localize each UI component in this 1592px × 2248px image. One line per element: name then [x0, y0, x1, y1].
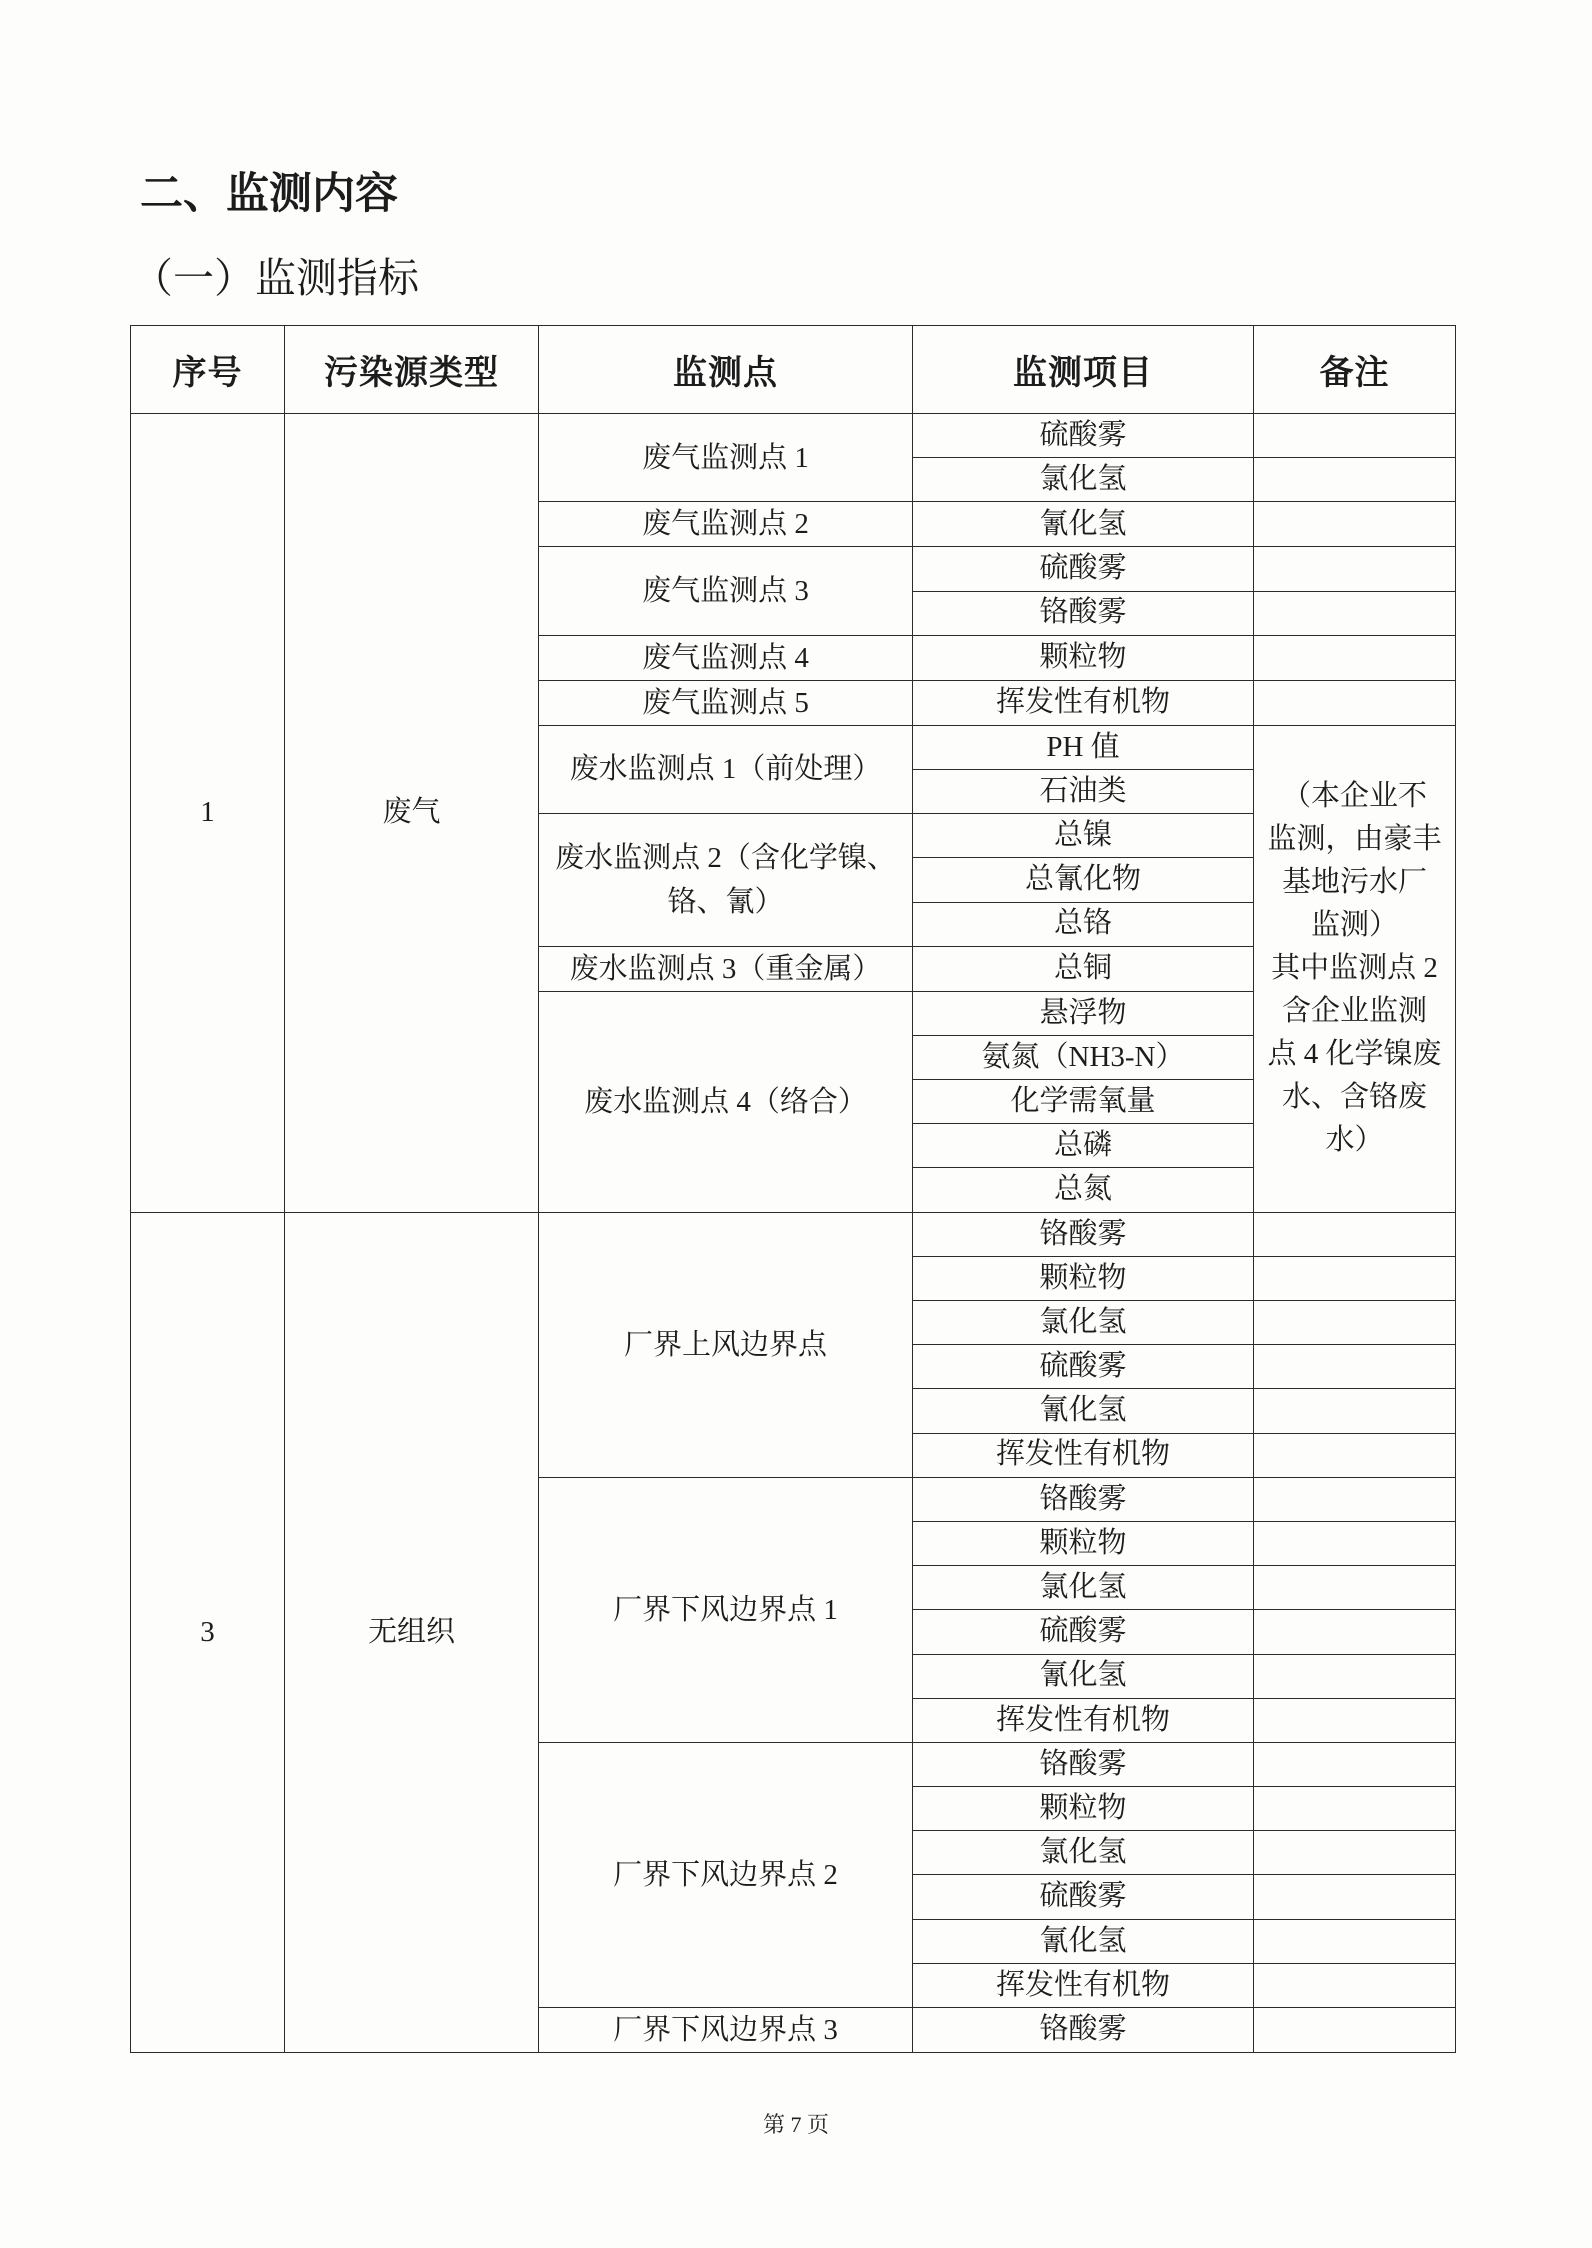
monitoring-item-cell: 铬酸雾 — [913, 591, 1254, 635]
remark-line: 水、含铬废 — [1281, 1081, 1427, 1114]
monitoring-item-cell: 石油类 — [913, 769, 1254, 813]
monitoring-point-cell — [539, 814, 913, 947]
remark-cell-empty — [1254, 1389, 1456, 1433]
remark-cell — [1254, 725, 1456, 1212]
remark-line: 水） — [1325, 1124, 1384, 1157]
monitoring-point-name: 铬、氰） — [667, 885, 784, 918]
monitoring-point-cell — [539, 1212, 913, 1477]
remark-cell-empty — [1254, 1345, 1456, 1389]
monitoring-item-cell: 硫酸雾 — [913, 547, 1254, 591]
monitoring-item-cell: 总镍 — [913, 814, 1254, 858]
table-row — [131, 414, 1456, 458]
monitoring-point-cell — [539, 414, 913, 502]
monitoring-item-cell: 硫酸雾 — [913, 1610, 1254, 1654]
header-sequence-number: 序号 — [131, 326, 285, 414]
monitoring-item-cell: 铬酸雾 — [913, 2008, 1254, 2053]
table-header — [131, 326, 1456, 414]
remark-cell-empty — [1254, 1477, 1456, 1521]
monitoring-item-cell: 总磷 — [913, 1124, 1254, 1168]
table-body — [131, 414, 1456, 2053]
sequence-number-cell: 1 — [131, 414, 285, 1213]
remark-line: 监测） — [1310, 909, 1398, 942]
remark-line: 含企业监测 — [1281, 995, 1427, 1028]
monitoring-item-cell: 氰化氢 — [913, 502, 1254, 547]
monitoring-point-cell — [539, 946, 913, 991]
remark-line: 点 4 化学镍废 — [1267, 1038, 1442, 1071]
remark-cell-empty — [1254, 1610, 1456, 1654]
monitoring-item-cell: 挥发性有机物 — [913, 680, 1254, 725]
monitoring-point-name: 废气监测点 1 — [642, 441, 809, 474]
remark-cell-empty — [1254, 2008, 1456, 2053]
monitoring-point-cell — [539, 2008, 913, 2053]
remark-cell-empty — [1254, 414, 1456, 458]
remark-cell-empty — [1254, 591, 1456, 635]
remark-cell-empty — [1254, 1521, 1456, 1565]
monitoring-point-name: 废水监测点 4（络合） — [584, 1085, 867, 1118]
remark-cell-empty — [1254, 635, 1456, 680]
header-monitoring-point: 监测点 — [539, 326, 913, 414]
remark-cell-empty — [1254, 547, 1456, 591]
header-monitoring-item: 监测项目 — [913, 326, 1254, 414]
remark-cell-empty — [1254, 1875, 1456, 1919]
remark-cell-empty — [1254, 1433, 1456, 1477]
monitoring-point-name: 厂界下风边界点 1 — [613, 1593, 838, 1626]
monitoring-item-cell: 颗粒物 — [913, 1787, 1254, 1831]
section-heading: 二、监测内容 — [140, 169, 398, 219]
remark-line: （本企业不 — [1281, 780, 1427, 813]
remark-cell-empty — [1254, 1963, 1456, 2007]
monitoring-point-cell — [539, 547, 913, 635]
remark-line: 基地污水厂 — [1281, 866, 1427, 899]
remark-cell-empty — [1254, 1919, 1456, 1963]
monitoring-point-cell — [539, 1477, 913, 1742]
monitoring-item-cell: 硫酸雾 — [913, 414, 1254, 458]
monitoring-item-cell: 氯化氢 — [913, 1566, 1254, 1610]
remark-cell-empty — [1254, 1831, 1456, 1875]
monitoring-point-cell — [539, 725, 913, 813]
monitoring-point-name: 厂界下风边界点 3 — [613, 2014, 838, 2046]
monitoring-point-cell — [539, 502, 913, 547]
monitoring-item-cell: 氰化氢 — [913, 1919, 1254, 1963]
table-header-row — [131, 326, 1456, 414]
monitoring-item-cell: 颗粒物 — [913, 1521, 1254, 1565]
monitoring-point-name: 废气监测点 3 — [642, 575, 809, 608]
monitoring-item-cell: 总氰化物 — [913, 858, 1254, 902]
remark-cell-empty — [1254, 1742, 1456, 1786]
remark-cell-empty — [1254, 502, 1456, 547]
sequence-number-cell: 3 — [131, 1212, 285, 2052]
monitoring-item-cell: 悬浮物 — [913, 991, 1254, 1035]
remark-cell-empty — [1254, 1787, 1456, 1831]
monitoring-item-cell: 氨氮（NH3-N） — [913, 1035, 1254, 1079]
pollution-source-type-cell: 废气 — [285, 414, 539, 1213]
remark-cell-empty — [1254, 458, 1456, 502]
header-remark: 备注 — [1254, 326, 1456, 414]
remark-cell-empty — [1254, 1654, 1456, 1698]
remark-line: 监测，由豪丰 — [1267, 823, 1442, 856]
monitoring-item-cell: 总氮 — [913, 1168, 1254, 1212]
monitoring-point-name: 废水监测点 1（前处理） — [569, 753, 882, 786]
monitoring-item-cell: 铬酸雾 — [913, 1477, 1254, 1521]
remark-cell-empty — [1254, 680, 1456, 725]
monitoring-item-cell: 总铜 — [913, 946, 1254, 991]
monitoring-point-name: 废水监测点 3（重金属） — [569, 952, 882, 985]
remark-cell-empty — [1254, 1212, 1456, 1256]
monitoring-item-cell: 总铬 — [913, 902, 1254, 946]
monitoring-item-cell: 颗粒物 — [913, 635, 1254, 680]
monitoring-point-name: 废气监测点 2 — [642, 508, 809, 541]
subsection-heading: （一）监测指标 — [132, 254, 419, 302]
header-pollution-source-type: 污染源类型 — [285, 326, 539, 414]
monitoring-point-name: 厂界下风边界点 2 — [613, 1858, 838, 1891]
monitoring-item-cell: 颗粒物 — [913, 1256, 1254, 1300]
monitoring-item-cell: 挥发性有机物 — [913, 1963, 1254, 2007]
remark-line: 其中监测点 2 — [1271, 952, 1438, 985]
monitoring-item-cell: 铬酸雾 — [913, 1212, 1254, 1256]
remark-cell-empty — [1254, 1301, 1456, 1345]
monitoring-item-cell: 挥发性有机物 — [913, 1433, 1254, 1477]
monitoring-point-name: 废气监测点 5 — [642, 686, 809, 719]
monitoring-point-cell — [539, 991, 913, 1212]
table-row — [131, 1212, 1456, 1256]
monitoring-point-cell — [539, 1742, 913, 2007]
monitoring-point-name: 废气监测点 4 — [642, 641, 809, 674]
monitoring-item-cell: 氯化氢 — [913, 1301, 1254, 1345]
monitoring-indicators-table — [130, 325, 1456, 2053]
monitoring-point-cell — [539, 680, 913, 725]
monitoring-item-cell: 化学需氧量 — [913, 1080, 1254, 1124]
monitoring-item-cell: 氰化氢 — [913, 1654, 1254, 1698]
monitoring-item-cell: 硫酸雾 — [913, 1875, 1254, 1919]
monitoring-item-cell: 硫酸雾 — [913, 1345, 1254, 1389]
monitoring-point-name: 废水监测点 2（含化学镍、 — [555, 841, 896, 874]
remark-cell-empty — [1254, 1698, 1456, 1742]
remark-cell-empty — [1254, 1256, 1456, 1300]
monitoring-item-cell: 挥发性有机物 — [913, 1698, 1254, 1742]
monitoring-item-cell: 氰化氢 — [913, 1389, 1254, 1433]
monitoring-item-cell: PH 值 — [913, 725, 1254, 769]
monitoring-item-cell: 铬酸雾 — [913, 1742, 1254, 1786]
monitoring-item-cell: 氯化氢 — [913, 458, 1254, 502]
monitoring-point-cell — [539, 635, 913, 680]
monitoring-item-cell: 氯化氢 — [913, 1831, 1254, 1875]
pollution-source-type-cell: 无组织 — [285, 1212, 539, 2052]
remark-cell-empty — [1254, 1566, 1456, 1610]
monitoring-point-name: 厂界上风边界点 — [623, 1328, 827, 1361]
page-number: 第 7 页 — [762, 2112, 829, 2137]
